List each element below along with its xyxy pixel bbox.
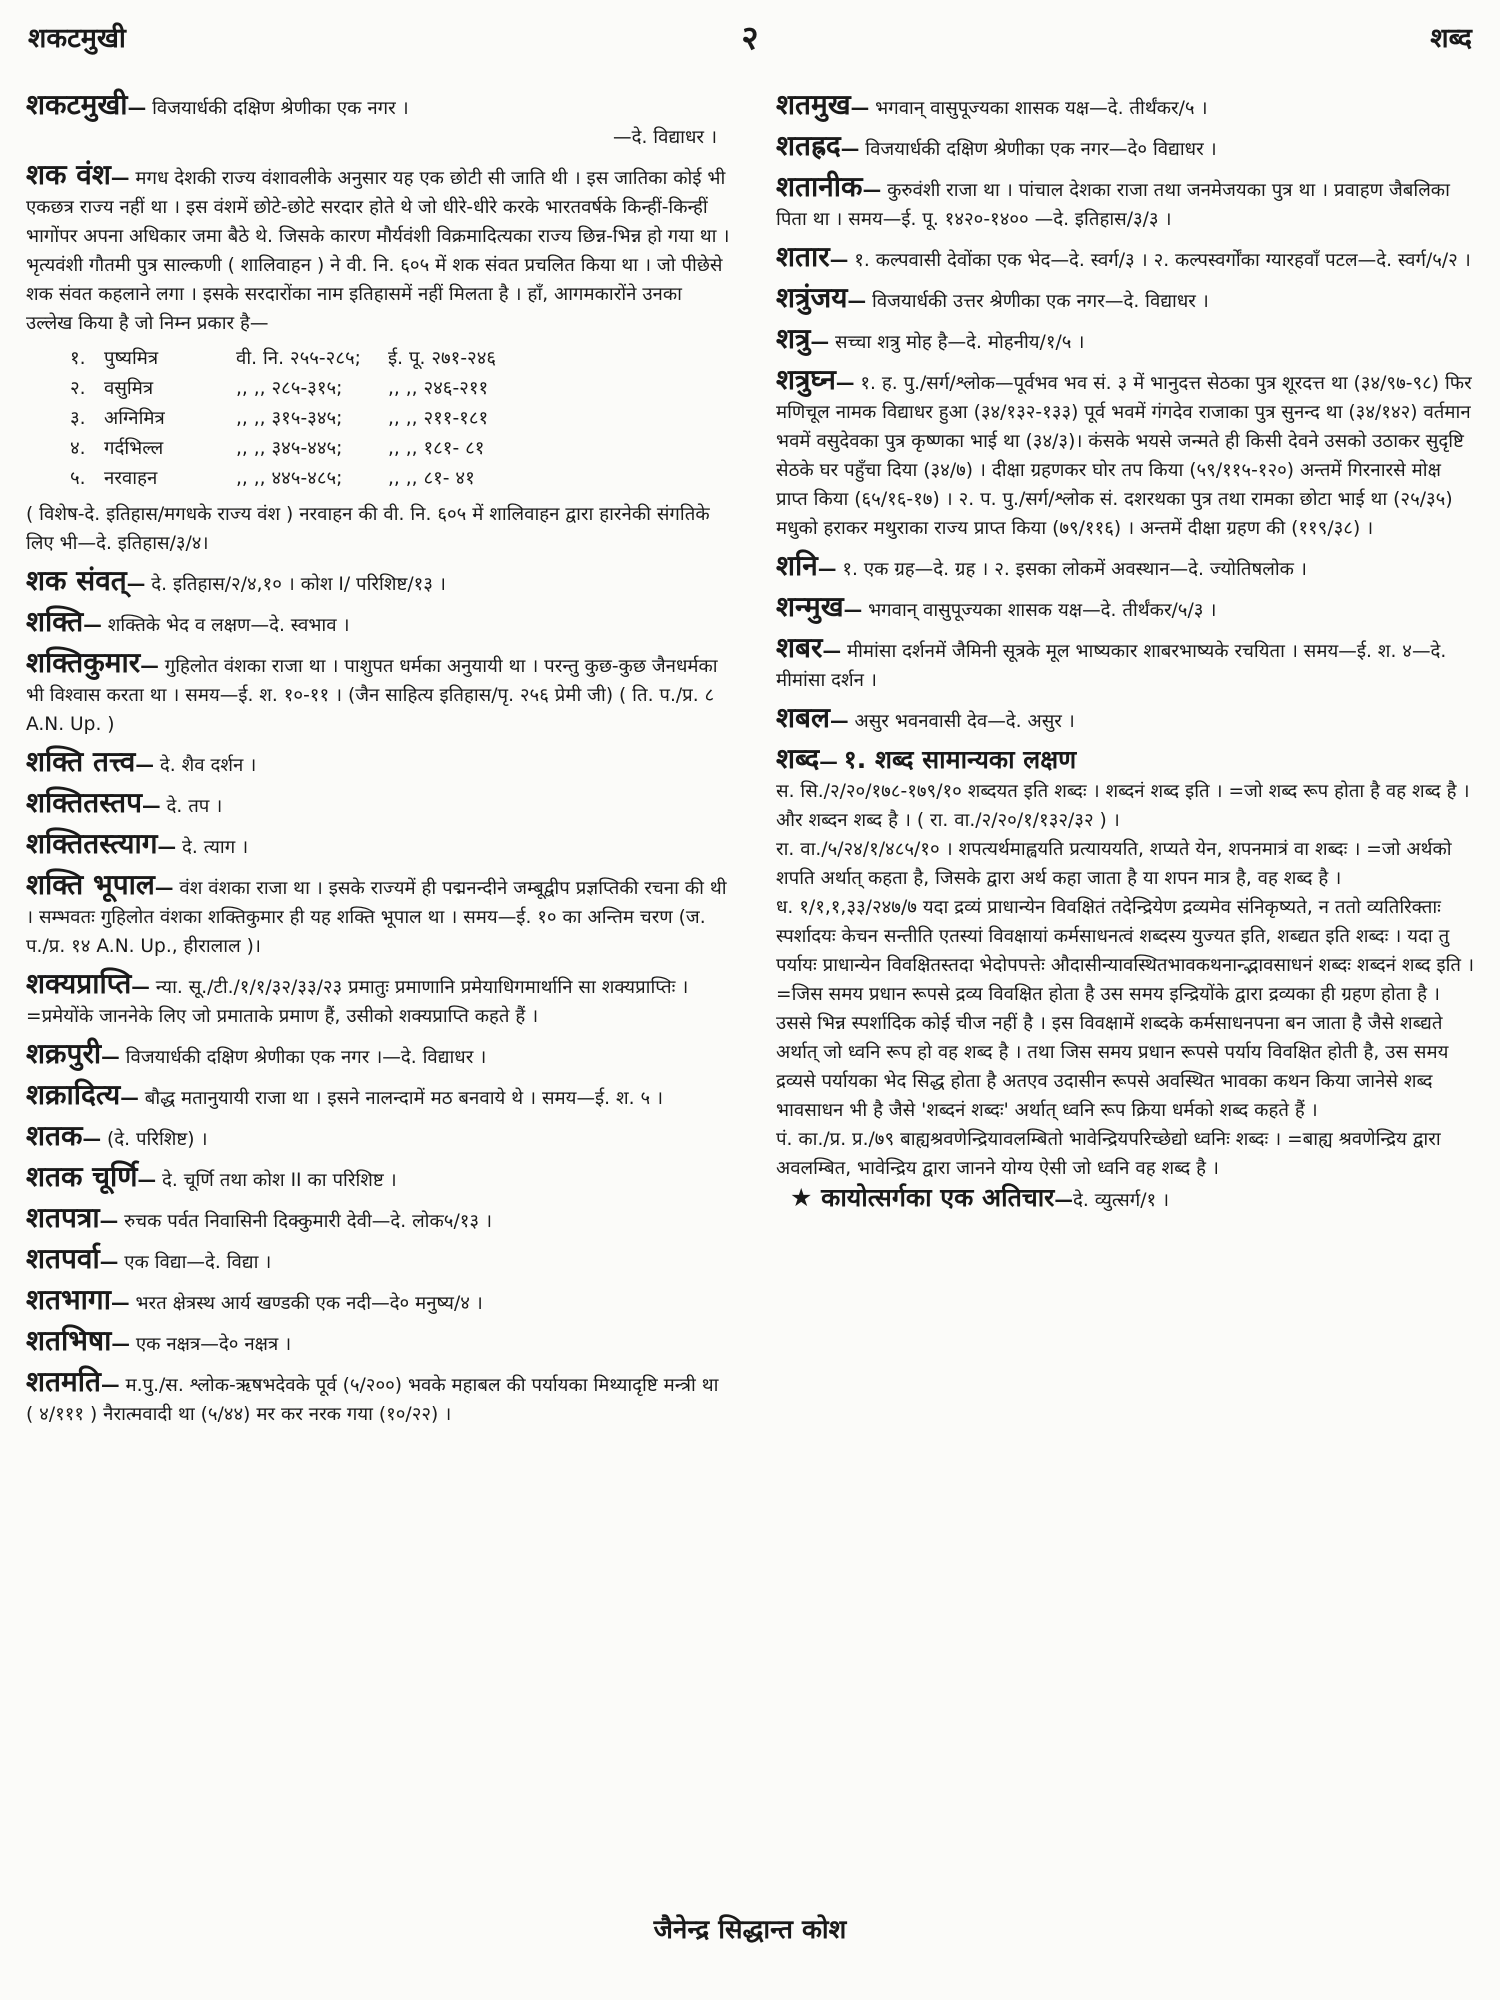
entry-headword: शक्ति	[26, 605, 84, 638]
citation	[776, 777, 1476, 835]
entry-headword: शतमति	[26, 1365, 101, 1398]
entry-headword: शतभागा	[26, 1283, 111, 1316]
starred-reference: दे. व्युत्सर्ग/१ ।	[1073, 1190, 1170, 1211]
entry-headword: शतक	[26, 1119, 83, 1152]
entry-shatak: शतक— (दे. परिशिष्ट) ।	[26, 1119, 208, 1152]
entry-headword: शक्तितस्तप	[26, 786, 142, 819]
citation-ref: ध. १/१,१,३३/२४७/७	[776, 897, 917, 918]
entry-shatrughna: शत्रुघ्न— १. ह. पु./सर्ग/श्लोक—पूर्वभव भव सं. ३ में भानुदत्त सेठका पुत्र शूरदत्त था (३४/९७-९८) फिर मणिचूल नामक विद्याधर हुआ (३४/१३२-१३३) पूर्व भवमें गंगदेव राजाका पुत्र सुनन्द था (३४/१४२) वर्तमान भवमें वसुदेवका पुत्र कृष्णका भाई था (३४/३)। कंसके भयसे जन्मते ही किसी देवने उसको उठाकर सुदृष्टि सेठके घर पहुँचा दिया (३४/७) । दीक्षा ग्रहणकर घोर तप किया (५९/११५-१२०) अन्तमें गिरनारसे मोक्ष प्राप्त किया (६५/१६-१७) । २. प. पु./सर्ग/श्लोक सं. दशरथका पुत्र तथा रामका छोटा भाई था (२५/३५) मधुको हराकर मथुराका राज्य प्राप्त किया (७९/११६) । अन्तमें दीक्षा ग्रहण की (११९/३८) ।	[776, 363, 1472, 539]
section-subheading: १. शब्द सामान्यका लक्षण	[843, 745, 1077, 774]
entry-definition: बौद्ध मतानुयायी राजा था । इसने नालन्दामें मठ बनवाये थे । समय—ई. श. ५ ।	[144, 1088, 664, 1109]
entry-headword: शक संवत्	[26, 564, 127, 597]
entry-shakatmukhi: शकटमुखी— विजयार्धकी दक्षिण श्रेणीका एक नगर । —दे. विद्याधर ।	[26, 90, 731, 152]
entry-shakti-tattva: शक्ति तत्त्व— दे. शैव दर्शन ।	[26, 745, 257, 778]
book-title-footer: जैनेन्द्र सिद्धान्त कोश	[653, 1915, 847, 1945]
table-row	[70, 464, 731, 494]
header-right-word: शब्द	[1430, 23, 1472, 54]
entry-definition: वंश वंशका राजा था । इसके राज्यमें ही पद्मनन्दीने जम्बूद्वीप प्रज्ञप्तिकी रचना की थी । सम्भवतः गुहिलोत वंशका शक्तिकुमार ही यह शक्ति भूपाल था । समय—ई. १० का अन्तिम चरण (ज. प./प्र. १४ A.N. Up., हीरालाल )।	[26, 878, 727, 957]
table-row	[70, 404, 731, 434]
entry-shatbhaga: शतभागा— भरत क्षेत्रस्थ आर्य खण्डकी एक नदी—दे० मनुष्य/४ ।	[26, 1283, 483, 1316]
entry-definition: दे. तप ।	[166, 796, 223, 817]
entry-shanmukh: शन्मुख— भगवान् वासुपूज्यका शासक यक्ष—दे. तीर्थंकर/५/३ ।	[776, 590, 1217, 623]
starred-entry: ★ कायोत्सर्गका एक अतिचार—दे. व्युत्सर्ग/१ ।	[790, 1183, 1170, 1212]
entry-shatbhisha: शतभिषा— एक नक्षत्र—दे० नक्षत्र ।	[26, 1324, 292, 1357]
running-head	[28, 14, 1472, 58]
entry-definition: दे. शैव दर्शन ।	[159, 755, 257, 776]
entry-headword: शतपत्रा	[26, 1201, 100, 1234]
citation-ref: पं. का./प्र. प्र./७९	[776, 1129, 895, 1150]
entry-headword: शतानीक	[776, 170, 863, 203]
entry-definition: विजयार्धकी दक्षिण श्रेणीका एक नगर ।	[152, 98, 409, 119]
entry-shatru: शत्रु— सच्चा शत्रु मोह है—दे. मोहनीय/१/५ ।	[776, 322, 1085, 355]
entry-definition: सच्चा शत्रु मोह है—दे. मोहनीय/१/५ ।	[835, 332, 1085, 353]
entry-headword: शक्रपुरी	[26, 1037, 102, 1070]
entry-headword: शक्रादित्य	[26, 1078, 121, 1111]
entry-shak-samvat: शक संवत्— दे. इतिहास/२/४,१० । कोश I/ परिशिष्ट/१३ ।	[26, 564, 446, 597]
row-number: ५.	[70, 468, 86, 489]
entry-headword: शतभिषा	[26, 1324, 112, 1357]
entry-headword: शतह्रद	[776, 129, 841, 162]
entry-definition: एक विद्या—दे. विद्या ।	[124, 1252, 272, 1273]
entry-headword: शतपर्वा	[26, 1242, 100, 1275]
starred-heading: ★ कायोत्सर्गका एक अतिचार	[790, 1183, 1055, 1212]
vir-nirvana-range: ,, ,, ३१५-३४५;	[236, 408, 343, 429]
entry-shatmati: शतमति— म.पु./स. श्लोक-ऋषभदेवके पूर्व (५/२००) भवके महाबल की पर्यायका मिथ्यादृष्टि मन्त्री था ( ४/१११ ) नैरात्मवादी था (५/४४) मर कर नरक गया (१०/२२) ।	[26, 1365, 719, 1425]
vir-nirvana-range: ,, ,, ४४५-४८५;	[236, 468, 343, 489]
citation-text: शब्दयत इति शब्दः । शब्दनं शब्द इति । =जो शब्द रूप होता है वह शब्द है । और शब्दन शब्द है । ( रा. वा./२/२०/१/१३२/३२ ) ।	[776, 781, 1470, 831]
entry-definition: विजयार्धकी उत्तर श्रेणीका एक नगर—दे. विद्याधर ।	[872, 291, 1209, 312]
ruler-table	[70, 344, 731, 494]
citation	[776, 1125, 1476, 1183]
entry-definition: मीमांसा दर्शनमें जैमिनी सूत्रके मूल भाष्यकार शाबरभाष्यके रचयिता । समय—ई. श. ४—दे. मीमांसा दर्शन ।	[776, 641, 1447, 691]
entry-shaktitastap: शक्तितस्तप— दे. तप ।	[26, 786, 223, 819]
row-number: ३.	[70, 408, 86, 429]
vir-nirvana-range: ,, ,, ३४५-४४५;	[236, 438, 343, 459]
ruler-name: गर्दभिल्ल	[104, 438, 164, 459]
entry-definition: १. एक ग्रह—दे. ग्रह । २. इसका लोकमें अवस्थान—दे. ज्योतिषलोक ।	[842, 559, 1307, 580]
entry-reference: —दे. विद्याधर ।	[613, 127, 717, 148]
entry-headword: शबर	[776, 631, 823, 664]
entry-headword: शक वंश	[26, 158, 111, 191]
entry-shakti-bhupal: शक्ति भूपाल— वंश वंशका राजा था । इसके राज्यमें ही पद्मनन्दीने जम्बूद्वीप प्रज्ञप्तिकी रचना की थी । सम्भवतः गुहिलोत वंशका शक्तिकुमार ही यह शक्ति भूपाल था । समय—ई. १० का अन्तिम चरण (ज. प./प्र. १४ A.N. Up., हीरालाल )।	[26, 868, 727, 957]
entry-headword: शक्ति तत्त्व	[26, 745, 136, 778]
citation	[776, 835, 1476, 893]
bce-range: ,, ,, २४६-२११	[388, 378, 489, 399]
entry-headword: शत्रुघ्न	[776, 363, 836, 396]
entry-shakyaprapti: शक्यप्राप्ति— न्या. सू./टी./१/१/३२/३३/२३ प्रमातुः प्रमाणानि प्रमेयाधिगमार्थानि सा शक्यप्राप्तिः । =प्रमेयोंके जाननेके लिए जो प्रमाताके प्रमाण हैं, उसीको शक्यप्राप्ति कहते हैं ।	[26, 967, 689, 1027]
entry-headword: शक्तितस्त्याग	[26, 827, 158, 860]
entry-shabd: शब्द— १. शब्द सामान्यका लक्षण स. सि./२/२०/१७८-१७९/१० शब्दयत इति शब्दः । शब्दनं शब्द इति । =जो शब्द रूप होता है वह शब्द है । और शब्दन शब्द है । ( रा. वा./२/२०/१/१३२/३२ ) । रा. वा./५/२४/१/४८५/१० । शपत्यर्थमाह्वयति प्रत्याययति, शप्यते येन, शपनमात्रं वा शब्दः । =जो अर्थको शपति अर्थात् कहता है, जिसके द्वारा अर्थ कहा जाता है या शपन मात्र है, वह शब्द है । ध. १/१,१,३३/२४७/७ यदा द्रव्यं प्राधान्येन विवक्षितं तदेन्द्रियेण द्रव्यमेव संनिकृष्यते, न ततो व्यतिरिक्ताः स्पर्शादयः केचन सन्तीति एतस्यां विवक्षायां कर्मसाधनत्वं शब्दस्य युज्यत इति, शब्द्यत इति शब्दः । यदा तु पर्यायः प्राधान्येन विवक्षितस्तदा भेदोपपत्तेः औदासीन्यावस्थितभावकथनान्द्भावसाधनं शब्दः शब्दनं शब्द इति । =जिस समय प्रधान रूपसे द्रव्य विवक्षित होता है उस समय इन्द्रियोंके द्वारा द्रव्यका ही ग्रहण होता है । उससे भिन्न स्पर्शादिक कोई चीज नहीं है । इस विवक्षामें शब्दके कर्मसाधनपना बन जाता है जैसे शब्द्यते अर्थात् जो ध्वनि रूप हो वह शब्द है । तथा जिस समय प्रधान रूपसे पर्याय विवक्षित होती है, उस समय द्रव्यसे पर्यायका भेद सिद्ध होता है अतएव उदासीन रूपसे अवस्थित भावका कथन किया जानेसे शब्द भावसाधन भी है जैसे 'शब्दनं शब्दः' अर्थात् ध्वनि रूप क्रिया धर्मको शब्द कहते हैं । पं. का./प्र. प्र./७९ बाह्यश्रवणेन्द्रियावलम्बितो भावेन्द्रियपरिच्छेद्यो ध्वनिः शब्दः । =बाह्य श्रवणेन्द्रिय द्वारा अवलम्बित, भावेन्द्रिय द्वारा जानने योग्य ऐसी जो ध्वनि वह शब्द है । ★ कायोत्सर्गका एक अतिचार—दे. व्युत्सर्ग/१ ।	[776, 744, 1476, 1215]
entry-shathrad: शतह्रद— विजयार्धकी दक्षिण श्रेणीका एक नगर—दे० विद्याधर ।	[776, 129, 1217, 162]
entry-shakti: शक्ति— शक्तिके भेद व लक्षण—दे. स्वभाव ।	[26, 605, 350, 638]
table-row	[70, 374, 731, 404]
entry-headword: शन्मुख	[776, 590, 844, 623]
entry-definition: गुहिलोत वंशका राजा था । पाशुपत धर्मका अनुयायी था । परन्तु कुछ-कुछ जैनधर्मका भी विश्वास करता था । समय—ई. श. १०-११ । (जैन साहित्य इतिहास/पृ. २५६ प्रेमी जी) ( ति. प./प्र. ८ A.N. Up. )	[26, 656, 718, 735]
bce-range: ,, ,, २११-१८१	[388, 408, 489, 429]
entry-shaktitastyag: शक्तितस्त्याग— दे. त्याग ।	[26, 827, 249, 860]
entry-definition: असुर भवनवासी देव—दे. असुर ।	[854, 711, 1075, 732]
entry-shataneek: शतानीक— कुरुवंशी राजा था । पांचाल देशका राजा तथा जनमेजयका पुत्र था । प्रवाहण जैबलिका पिता था । समय—ई. पू. १४२०-१४०० —दे. इतिहास/३/३ ।	[776, 170, 1450, 230]
citation-text: यदा द्रव्यं प्राधान्येन विवक्षितं तदेन्द्रियेण द्रव्यमेव संनिकृष्यते, न ततो व्यतिरिक्ताः स्पर्शादयः केचन सन्तीति एतस्यां विवक्षायां कर्मसाधनत्वं शब्दस्य युज्यत इति, शब्द्यत इति शब्दः । यदा तु पर्यायः प्राधान्येन विवक्षितस्तदा भेदोपपत्तेः औदासीन्यावस्थितभावकथनान्द्भावसाधनं शब्दः शब्दनं शब्द इति । =जिस समय प्रधान रूपसे द्रव्य विवक्षित होता है उस समय इन्द्रियोंके द्वारा द्रव्यका ही ग्रहण होता है । उससे भिन्न स्पर्शादिक कोई चीज नहीं है । इस विवक्षामें शब्दके कर्मसाधनपना बन जाता है जैसे शब्द्यते अर्थात् जो ध्वनि रूप हो वह शब्द है । तथा जिस समय प्रधान रूपसे पर्याय विवक्षित होती है, उस समय द्रव्यसे पर्यायका भेद सिद्ध होता है अतएव उदासीन रूपसे अवस्थित भावका कथन किया जानेसे शब्द भावसाधन भी है जैसे 'शब्दनं शब्दः' अर्थात् ध्वनि रूप क्रिया धर्मको शब्द कहते हैं ।	[776, 897, 1474, 1121]
entry-headword: शतमुख	[776, 88, 851, 121]
entry-definition: शक्तिके भेद व लक्षण—दे. स्वभाव ।	[107, 615, 350, 636]
entry-shakrapuri: शक्रपुरी— विजयार्धकी दक्षिण श्रेणीका एक नगर ।—दे. विद्याधर ।	[26, 1037, 487, 1070]
entry-definition: दे. त्याग ।	[182, 837, 249, 858]
citation-text: बाह्यश्रवणेन्द्रियावलम्बितो भावेन्द्रियपरिच्छेद्यो ध्वनिः शब्दः । =बाह्य श्रवणेन्द्रिय द्वारा अवलम्बित, भावेन्द्रिय द्वारा जानने योग्य ऐसी जो ध्वनि वह शब्द है ।	[776, 1129, 1441, 1179]
entry-shakraditya: शक्रादित्य— बौद्ध मतानुयायी राजा था । इसने नालन्दामें मठ बनवाये थे । समय—ई. श. ५ ।	[26, 1078, 664, 1111]
vir-nirvana-range: वी. नि. २५५-२८५;	[236, 348, 361, 369]
entry-definition: भगवान् वासुपूज्यका शासक यक्ष—दे. तीर्थंकर/५/३ ।	[868, 600, 1217, 621]
entry-shatpatra: शतपत्रा— रुचक पर्वत निवासिनी दिक्कुमारी देवी—दे. लोक५/१३ ।	[26, 1201, 492, 1234]
right-column	[776, 90, 1476, 1223]
entry-definition: भगवान् वासुपूज्यका शासक यक्ष—दे. तीर्थंकर/५ ।	[875, 98, 1208, 119]
left-column	[26, 90, 731, 1437]
entry-definition: एक नक्षत्र—दे० नक्षत्र ।	[135, 1334, 292, 1355]
entry-definition: दे. इतिहास/२/४,१० । कोश I/ परिशिष्ट/१३ ।	[151, 574, 446, 595]
bce-range: ,, ,, १८१- ८१	[388, 438, 485, 459]
ruler-name: पुष्यमित्र	[104, 348, 159, 369]
entry-shatak-churni: शतक चूर्णि— दे. चूर्णि तथा कोश II का परिशिष्ट ।	[26, 1160, 397, 1193]
entry-headword: शनि	[776, 549, 818, 582]
entry-headword: शक्ति भूपाल	[26, 868, 155, 901]
entry-headword: शत्रु	[776, 322, 811, 355]
table-row	[70, 434, 731, 464]
citation-text: । शपत्यर्थमाह्वयति प्रत्याययति, शप्यते येन, शपनमात्रं वा शब्दः । =जो अर्थको शपति अर्थात् कहता है, जिसके द्वारा अर्थ कहा जाता है या शपन मात्र है, वह शब्द है ।	[776, 839, 1452, 889]
entry-headword: शकटमुखी	[26, 88, 128, 121]
citation-ref: रा. वा./५/२४/१/४८५/१०	[776, 839, 940, 860]
entry-definition: विजयार्धकी दक्षिण श्रेणीका एक नगर—दे० विद्याधर ।	[865, 139, 1217, 160]
entry-headword: शब्द	[776, 742, 820, 775]
entry-shabar: शबर— मीमांसा दर्शनमें जैमिनी सूत्रके मूल भाष्यकार शाबरभाष्यके रचयिता । समय—ई. श. ४—दे. मीमांसा दर्शन ।	[776, 631, 1447, 691]
entry-shatmukh: शतमुख— भगवान् वासुपूज्यका शासक यक्ष—दे. तीर्थंकर/५ ।	[776, 88, 1208, 121]
entry-shaktikumar: शक्तिकुमार— गुहिलोत वंशका राजा था । पाशुपत धर्मका अनुयायी था । परन्तु कुछ-कुछ जैनधर्मका भी विश्वास करता था । समय—ई. श. १०-११ । (जैन साहित्य इतिहास/पृ. २५६ प्रेमी जी) ( ति. प./प्र. ८ A.N. Up. )	[26, 646, 718, 735]
page-number: २	[741, 18, 759, 57]
entry-definition: न्या. सू./टी./१/१/३२/३३/२३ प्रमातुः प्रमाणानि प्रमेयाधिगमार्थानि सा शक्यप्राप्तिः । =प्रमेयोंके जाननेके लिए जो प्रमाताके प्रमाण हैं, उसीको शक्यप्राप्ति कहते हैं ।	[26, 977, 689, 1027]
entry-definition: भरत क्षेत्रस्थ आर्य खण्डकी एक नदी—दे० मनुष्य/४ ।	[135, 1293, 483, 1314]
header-left-word: शकटमुखी	[28, 23, 126, 54]
entry-definition: विजयार्धकी दक्षिण श्रेणीका एक नगर ।—दे. विद्याधर ।	[125, 1047, 487, 1068]
entry-definition: (दे. परिशिष्ट) ।	[107, 1129, 208, 1150]
entry-definition: म.पु./स. श्लोक-ऋषभदेवके पूर्व (५/२००) भवके महाबल की पर्यायका मिथ्यादृष्टि मन्त्री था ( ४/१११ ) नैरात्मवादी था (५/४४) मर कर नरक गया (१०/२२) ।	[26, 1375, 719, 1425]
entry-headword: शक्तिकुमार	[26, 646, 141, 679]
entry-headword: शक्यप्राप्ति	[26, 967, 132, 1000]
entry-shani: शनि— १. एक ग्रह—दे. ग्रह । २. इसका लोकमें अवस्थान—दे. ज्योतिषलोक ।	[776, 549, 1307, 582]
entry-shak-vansh: शक वंश— मगध देशकी राज्य वंशावलीके अनुसार यह एक छोटी सी जाति थी । इस जातिका कोई भी एकछत्र राज्य नहीं था । इस वंशमें छोटे-छोटे सरदार होते थे जो धीरे-धीरे करके भारतवर्षके किन्हीं-किन्हीं भागोंपर अपना अधिकार जमा बैठे थे. जिसके कारण मौर्यवंशी विक्रमादित्यका राज्य छिन्न-भिन्न हो गया था । भृत्यवंशी गौतमी पुत्र साल्कणी ( शालिवाहन ) ने वी. नि. ६०५ में शक संवत प्रचलित किया था । जो पीछेसे शक संवत कहलाने लगा । इसके सरदारोंका नाम इतिहासमें नहीं मिलता है । हाँ, आगमकारोंने उनका उल्लेख किया है जो निम्न प्रकार है— १. पुष्यमित्र वी. नि. २५५-२८५; ई. पू. २७१-२४६ २. वसुमित्र ,, ,, २८५-३१५; ,, ,, २४६-२११ ३. अग्निमित्र ,, ,, ३१५-३४५; ,, ,, २११-१८१ ४. गर्दभिल्ल ,, ,, ३४५-४४५; ,, ,, १८१- ८१ ५. नरवाहन ,, ,, ४४५-४८५; ,, ,, ८१- ४१ ( विशेष-दे. इतिहास/मगधके राज्य वंश ) नरवाहन की वी. नि. ६०५ में शालिवाहन द्वारा हारनेकी संगतिके लिए भी—दे. इतिहास/३/४।	[26, 160, 731, 558]
table-row	[70, 344, 731, 374]
entry-headword: शतक चूर्णि	[26, 1160, 138, 1193]
entry-shatparva: शतपर्वा— एक विद्या—दे. विद्या ।	[26, 1242, 272, 1275]
citation	[776, 893, 1476, 1125]
row-number: २.	[70, 378, 86, 399]
entry-shabal: शबल— असुर भवनवासी देव—दे. असुर ।	[776, 701, 1075, 734]
vir-nirvana-range: ,, ,, २८५-३१५;	[236, 378, 343, 399]
ruler-name: नरवाहन	[104, 468, 158, 489]
row-number: १.	[70, 348, 86, 369]
entry-headword: शत्रुंजय	[776, 281, 848, 314]
entry-headword: शबल	[776, 701, 831, 734]
entry-shatrunjay: शत्रुंजय— विजयार्धकी उत्तर श्रेणीका एक नगर—दे. विद्याधर ।	[776, 281, 1209, 314]
entry-definition: रुचक पर्वत निवासिनी दिक्कुमारी देवी—दे. लोक५/१३ ।	[124, 1211, 492, 1232]
entry-shatar: शतार— १. कल्पवासी देवोंका एक भेद—दे. स्वर्ग/३ । २. कल्पस्वर्गोंका ग्यारहवाँ पटल—दे. स्वर्ग/५/२ ।	[776, 240, 1471, 273]
entry-definition: १. कल्पवासी देवोंका एक भेद—दे. स्वर्ग/३ । २. कल्पस्वर्गोंका ग्यारहवाँ पटल—दे. स्वर्ग/५/२ ।	[854, 250, 1471, 271]
entry-definition: दे. चूर्णि तथा कोश II का परिशिष्ट ।	[162, 1170, 397, 1191]
ruler-name: वसुमित्र	[104, 378, 154, 399]
ruler-name: अग्निमित्र	[104, 408, 165, 429]
row-number: ४.	[70, 438, 86, 459]
entry-definition: कुरुवंशी राजा था । पांचाल देशका राजा तथा जनमेजयका पुत्र था । प्रवाहण जैबलिका पिता था । समय—ई. पू. १४२०-१४०० —दे. इतिहास/३/३ ।	[776, 180, 1450, 230]
entry-note: ( विशेष-दे. इतिहास/मगधके राज्य वंश ) नरवाहन की वी. नि. ६०५ में शालिवाहन द्वारा हारनेकी संगतिके लिए भी—दे. इतिहास/३/४।	[26, 504, 710, 554]
entry-headword: शतार	[776, 240, 830, 273]
entry-definition: १. ह. पु./सर्ग/श्लोक—पूर्वभव भव सं. ३ में भानुदत्त सेठका पुत्र शूरदत्त था (३४/९७-९८) फिर मणिचूल नामक विद्याधर हुआ (३४/१३२-१३३) पूर्व भवमें गंगदेव राजाका पुत्र सुनन्द था (३४/१४२) वर्तमान भवमें वसुदेवका पुत्र कृष्णका भाई था (३४/३)। कंसके भयसे जन्मते ही किसी देवने उसको उठाकर सुदृष्टि सेठके घर पहुँचा दिया (३४/७) । दीक्षा ग्रहणकर घोर तप किया (५९/११५-१२०) अन्तमें गिरनारसे मोक्ष प्राप्त किया (६५/१६-१७) । २. प. पु./सर्ग/श्लोक सं. दशरथका पुत्र तथा रामका छोटा भाई था (२५/३५) मधुको हराकर मथुराका राज्य प्राप्त किया (७९/११६) । अन्तमें दीक्षा ग्रहण की (११९/३८) ।	[776, 373, 1472, 539]
citation-ref: स. सि./२/२०/१७८-१७९/१०	[776, 781, 962, 802]
entry-definition: मगध देशकी राज्य वंशावलीके अनुसार यह एक छोटी सी जाति थी । इस जातिका कोई भी एकछत्र राज्य नहीं था । इस वंशमें छोटे-छोटे सरदार होते थे जो धीरे-धीरे करके भारतवर्षके किन्हीं-किन्हीं भागोंपर अपना अधिकार जमा बैठे थे. जिसके कारण मौर्यवंशी विक्रमादित्यका राज्य छिन्न-भिन्न हो गया था । भृत्यवंशी गौतमी पुत्र साल्कणी ( शालिवाहन ) ने वी. नि. ६०५ में शक संवत प्रचलित किया था । जो पीछेसे शक संवत कहलाने लगा । इसके सरदारोंका नाम इतिहासमें नहीं मिलता है । हाँ, आगमकारोंने उनका उल्लेख किया है जो निम्न प्रकार है—	[26, 168, 730, 334]
bce-range: ई. पू. २७१-२४६	[388, 348, 497, 369]
bce-range: ,, ,, ८१- ४१	[388, 468, 475, 489]
